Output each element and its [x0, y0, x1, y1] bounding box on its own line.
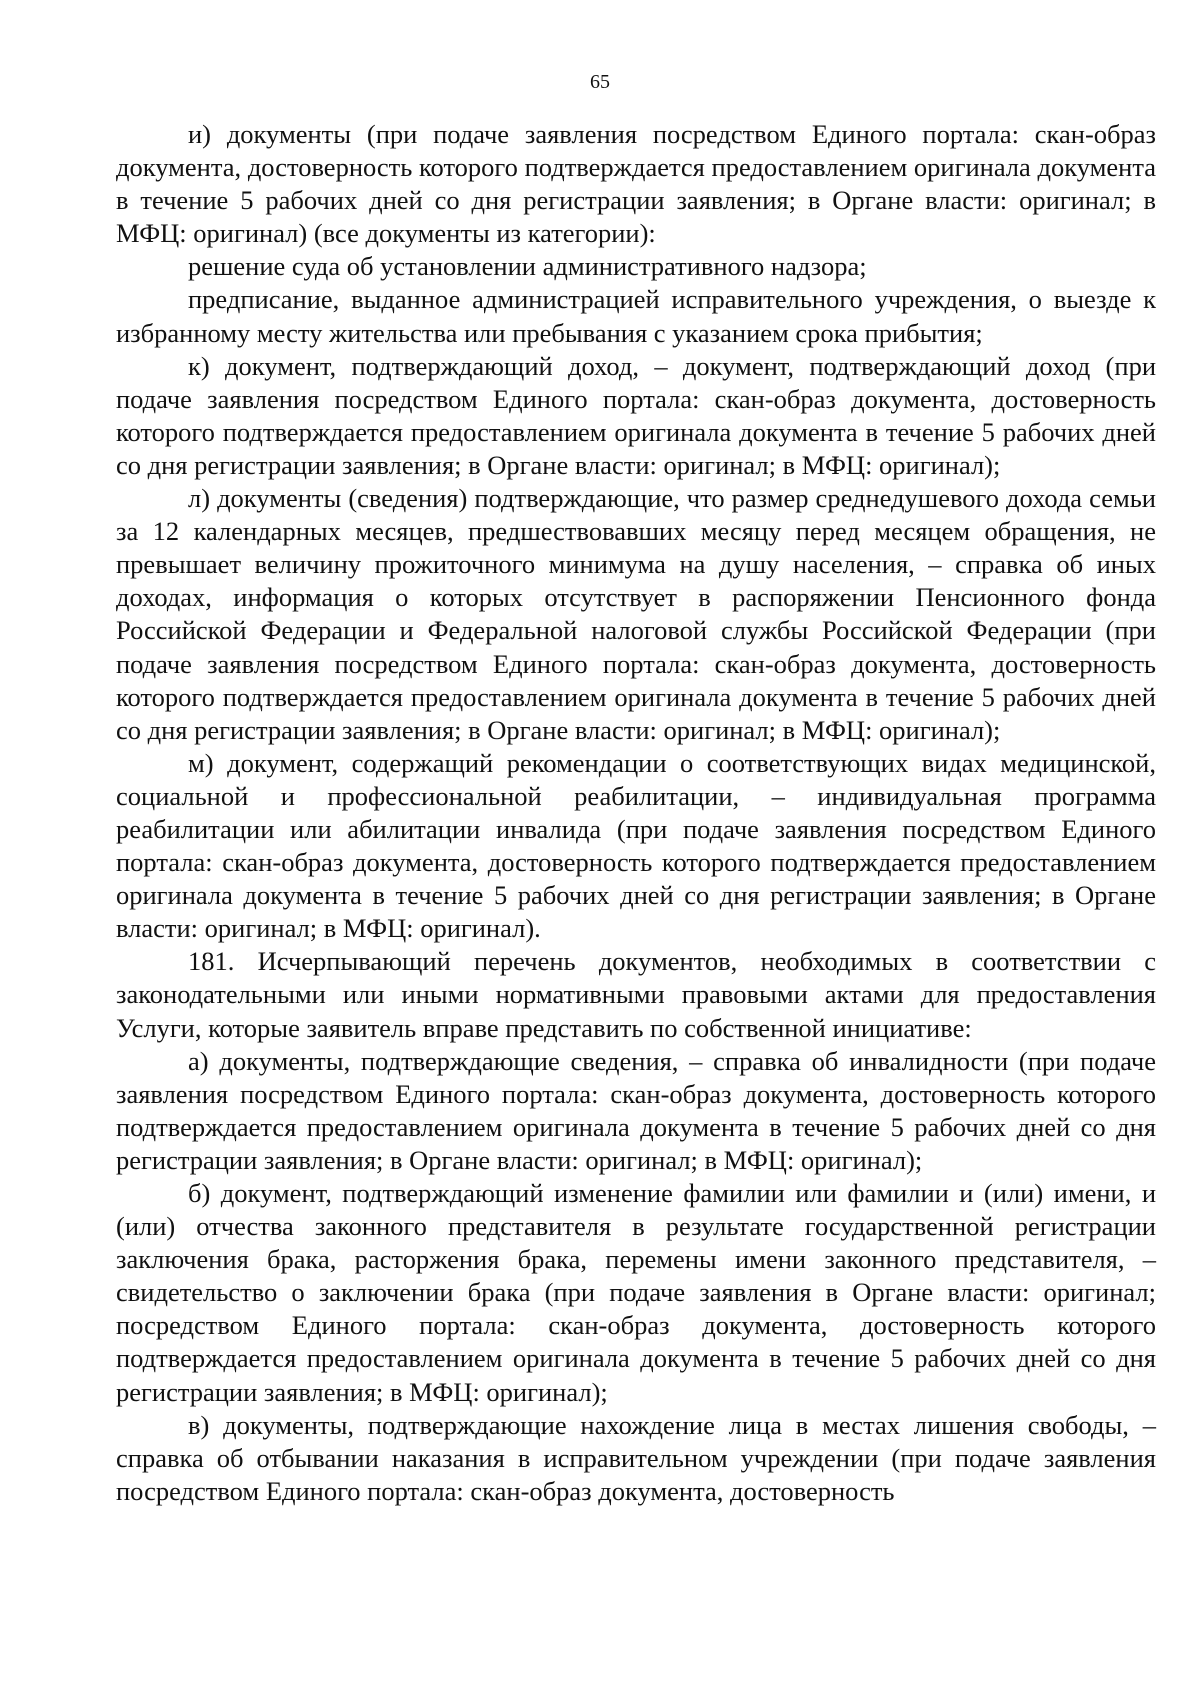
paragraph-item-k: к) документ, подтверждающий доход, – документ, подтверждающий доход (при подаче заявления посредством Единого портала: скан-образ документа, достоверность которого подтверждается предоставлением оригинала документа в течение 5 рабочих дней со дня регистрации заявления; в Органе власти: оригинал; в МФЦ: оригинал);	[116, 350, 1156, 480]
paragraph-item-m: м) документ, содержащий рекомендации о соответствующих видах медицинской, социальной и профессиональной реабилитации, – индивидуальная программа реабилитации или абилитации инвалида (при подаче заявления посредством Единого портала: скан-образ документа, достоверность которого подтверждается предоставлением оригинала документа в течение 5 рабочих дней со дня регистрации заявления; в Органе власти: оригинал; в МФЦ: оригинал).	[116, 747, 1156, 944]
paragraph-prescription: предписание, выданное администрацией исправительного учреждения, о выезде к избранному месту жительства или пребывания с указанием срока прибытия;	[116, 284, 1156, 348]
paragraph-item-a: а) документы, подтверждающие сведения, – справка об инвалидности (при подаче заявления посредством Единого портала: скан-образ документа, достоверность которого подтверждается предоставлением оригинала документа в течение 5 рабочих дней со дня регистрации заявления; в Органе власти: оригинал; в МФЦ: оригинал);	[116, 1045, 1156, 1175]
document-body	[116, 118, 1156, 1508]
paragraph-section-181: 181. Исчерпывающий перечень документов, необходимых в соответствии с законодательными или иными нормативными правовыми актами для предоставления Услуги, которые заявитель вправе представить по собственной инициативе:	[116, 946, 1156, 1043]
paragraph-item-i: и) документы (при подаче заявления посредством Единого портала: скан-образ документа, достоверность которого подтверждается предоставлением оригинала документа в течение 5 рабочих дней со дня регистрации заявления; в Органе власти: оригинал; в МФЦ: оригинал) (все документы из категории):	[116, 119, 1156, 249]
page-number: 65	[590, 71, 610, 93]
paragraph-item-l: л) документы (сведения) подтверждающие, что размер среднедушевого дохода семьи за 12 календарных месяцев, предшествовавших месяцу перед месяцем обращения, не превышает величину прожиточного минимума на душу населения, – справка об иных доходах, информация о которых отсутствует в распоряжении Пенсионного фонда Российской Федерации и Федеральной налоговой службы Российской Федерации (при подаче заявления посредством Единого портала: скан-образ документа, достоверность которого подтверждается предоставлением оригинала документа в течение 5 рабочих дней со дня регистрации заявления; в Органе власти: оригинал; в МФЦ: оригинал);	[116, 483, 1156, 745]
paragraph-item-b: б) документ, подтверждающий изменение фамилии или фамилии и (или) имени, и (или) отчества законного представителя в результате государственной регистрации заключения брака, расторжения брака, перемены имени законного представителя, – свидетельство о заключении брака (при подаче заявления в Органе власти: оригинал; посредством Единого портала: скан-образ документа, достоверность которого подтверждается предоставлением оригинала документа в течение 5 рабочих дней со дня регистрации заявления; в МФЦ: оригинал);	[116, 1178, 1156, 1407]
paragraph-court-decision: решение суда об установлении административного надзора;	[188, 251, 867, 282]
paragraph-item-v: в) документы, подтверждающие нахождение лица в местах лишения свободы, – справка об отбывании наказания в исправительном учреждении (при подаче заявления посредством Единого портала: скан-образ документа, достоверность	[116, 1409, 1156, 1506]
